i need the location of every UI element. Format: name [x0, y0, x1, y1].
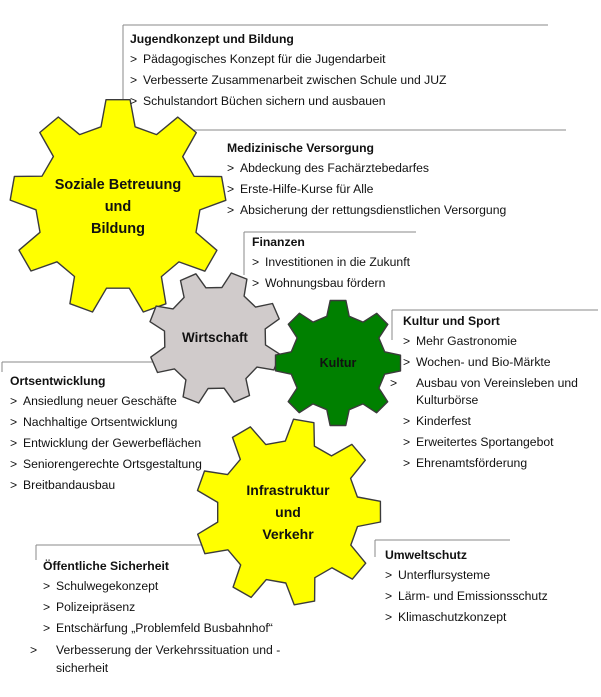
gear-label-wirtschaft: [164, 329, 266, 347]
block-sicherheit: [30, 557, 323, 677]
chevron-right-icon: >: [390, 376, 398, 390]
chevron-right-icon: >: [252, 255, 260, 269]
block-title: Umweltschutz: [385, 548, 467, 562]
list-item: > Investitionen in die Zukunft: [252, 252, 410, 273]
block-title: Kultur und Sport: [403, 314, 500, 328]
list-item: > Entschärfung „Problemfeld Busbahnhof“: [43, 618, 323, 639]
gear-label-kultur: [290, 355, 386, 371]
chevron-right-icon: >: [30, 643, 38, 657]
list-item: > Erweitertes Sportangebot: [403, 432, 599, 453]
list-item: > Nachhaltige Ortsentwicklung: [10, 412, 202, 433]
list-item: > Schulwegekonzept: [43, 576, 323, 597]
list-item: > Lärm- und Emissionsschutz: [385, 586, 548, 607]
list-item: > Schulstandort Büchen sichern und ausbauen: [130, 91, 446, 112]
chevron-right-icon: >: [403, 355, 411, 369]
gear-label-line: Soziale Betreuung: [54, 177, 182, 193]
block-title: Medizinische Versorgung: [227, 141, 374, 155]
list-item: > Erste-Hilfe-Kurse für Alle: [227, 179, 506, 200]
block-title: Öffentliche Sicherheit: [43, 559, 169, 573]
chevron-right-icon: >: [403, 414, 411, 428]
chevron-right-icon: >: [385, 589, 393, 603]
chevron-right-icon: >: [403, 334, 411, 348]
chevron-right-icon: >: [43, 600, 51, 614]
gear-label-infrastruktur: [217, 479, 359, 545]
block-kultur-sport: [390, 312, 599, 474]
list-item: > Absicherung der rettungsdienstlichen Versorgung: [227, 200, 506, 221]
chevron-right-icon: >: [252, 276, 260, 290]
list-item: > Wochen- und Bio-Märkte: [403, 352, 599, 373]
gear-label-line: Wirtschaft: [182, 330, 248, 345]
block-finanzen: [252, 233, 410, 294]
chevron-right-icon: >: [227, 161, 235, 175]
block-title: Jugendkonzept und Bildung: [130, 32, 294, 46]
list-item: > Ausbau von Vereinsleben und Kulturbörse: [390, 376, 578, 407]
chevron-right-icon: >: [10, 415, 18, 429]
list-item: > Wohnungsbau fördern: [252, 273, 410, 294]
chevron-right-icon: >: [403, 456, 411, 470]
chevron-right-icon: >: [10, 394, 18, 408]
block-title: Ortsentwicklung: [10, 374, 106, 388]
gear-label-line: und: [275, 504, 301, 520]
chevron-right-icon: >: [10, 457, 18, 471]
chevron-right-icon: >: [130, 52, 138, 66]
chevron-right-icon: >: [10, 436, 18, 450]
list-item: > Mehr Gastronomie: [403, 331, 599, 352]
list-item: > Pädagogisches Konzept für die Jugendarbeit: [130, 49, 446, 70]
chevron-right-icon: >: [130, 94, 138, 108]
list-item: > Kinderfest: [403, 411, 599, 432]
gear-label-soziales: [36, 174, 200, 240]
list-item: > Entwicklung der Gewerbeflächen: [10, 433, 202, 454]
block-ortsentwicklung: [10, 372, 202, 496]
list-item: > Verbesserte Zusammenarbeit zwischen Schule und JUZ: [130, 70, 446, 91]
block-umwelt: [385, 546, 548, 628]
gear-label-line: Infrastruktur: [246, 482, 330, 498]
list-item: > Unterflursysteme: [385, 565, 548, 586]
gear-label-line: Bildung: [91, 221, 145, 237]
gear-label-line: Verkehr: [262, 526, 314, 542]
list-item: > Breitbandausbau: [10, 475, 202, 496]
chevron-right-icon: >: [43, 579, 51, 593]
gear-label-line: Kultur: [319, 356, 357, 370]
list-item: > Polizeipräsenz: [43, 597, 323, 618]
list-item: > Seniorengerechte Ortsgestaltung: [10, 454, 202, 475]
list-item: > Klimaschutzkonzept: [385, 607, 548, 628]
list-item: > Ehrenamtsförderung: [403, 453, 599, 474]
chevron-right-icon: >: [130, 73, 138, 87]
chevron-right-icon: >: [227, 182, 235, 196]
chevron-right-icon: >: [227, 203, 235, 217]
chevron-right-icon: >: [43, 621, 51, 635]
gear-label-line: und: [104, 199, 132, 215]
list-item: > Verbesserung der Verkehrssituation und -sicherheit: [30, 643, 281, 675]
list-item: > Ansiedlung neuer Geschäfte: [10, 391, 202, 412]
chevron-right-icon: >: [10, 478, 18, 492]
list-item: > Abdeckung des Fachärztebedarfes: [227, 158, 506, 179]
chevron-right-icon: >: [403, 435, 411, 449]
chevron-right-icon: >: [385, 610, 393, 624]
block-medizin: [227, 139, 506, 221]
block-jugendkonzept: [130, 30, 446, 112]
chevron-right-icon: >: [385, 568, 393, 582]
block-title: Finanzen: [252, 235, 305, 249]
